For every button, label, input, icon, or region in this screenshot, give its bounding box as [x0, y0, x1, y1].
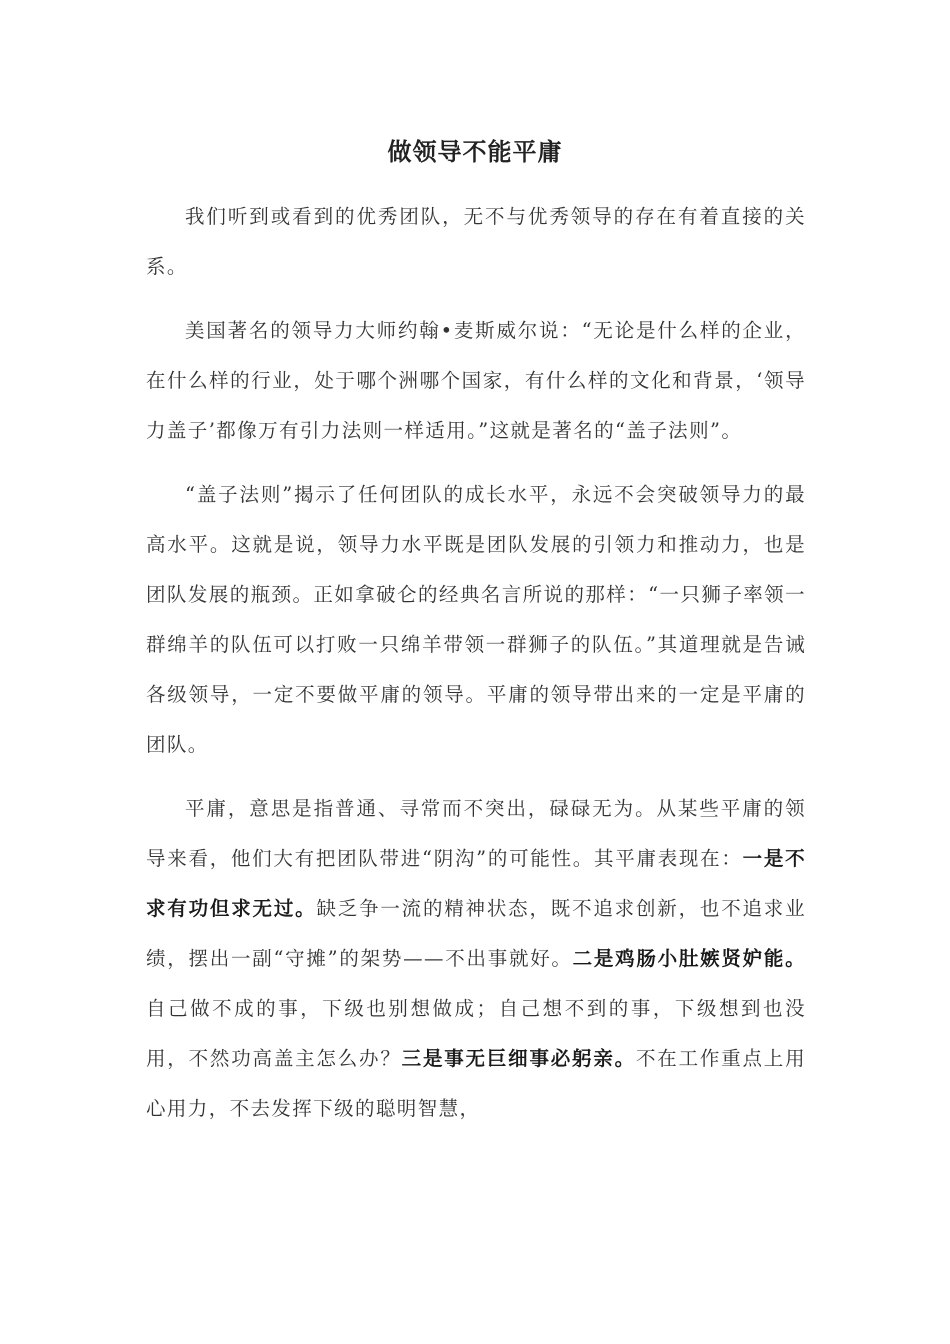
- point-3-heading: 三是事无巨细事必躬亲。: [401, 1047, 636, 1070]
- point-1-text: 缺乏争一流的精神状态，既不追求创新，也不追求业绩，摆出一副“守摊”的架势——不出事就好。: [146, 897, 807, 970]
- paragraph-2: 美国著名的领导力大师约翰•麦斯威尔说：“无论是什么样的企业，在什么样的行业，处于哪个洲哪个国家，有什么样的文化和背景，‘领导力盖子’都像万有引力法则一样适用。”这就是著名的“盖子法则”。: [146, 319, 806, 442]
- paragraph-1: 我们听到或看到的优秀团队，无不与优秀领导的存在有着直接的关系。: [146, 205, 806, 278]
- paragraph-4: [146, 784, 806, 1134]
- paragraph-3: “盖子法则”揭示了任何团队的成长水平，永远不会突破领导力的最高水平。这就是说，领导力水平既是团队发展的引领力和推动力，也是团队发展的瓶颈。正如拿破仑的经典名言所说的那样：“一只狮子率领一群绵羊的队伍可以打败一只绵羊带领一群狮子的队伍。”其道理就是告诫各级领导，一定不要做平庸的领导。平庸的领导带出来的一定是平庸的团队。: [146, 483, 806, 756]
- point-3-text: 不在工作重点上用心用力，不去发挥下级的聪明智慧，: [146, 1047, 807, 1120]
- document-title: 做领导不能平庸: [387, 137, 563, 166]
- point-1-heading: 一是不求有功但求无过。: [146, 847, 807, 920]
- point-2-text: 自己做不成的事，下级也别想做成；自己想不到的事，下级想到也没用，不然功高盖主怎么办？: [146, 997, 806, 1070]
- paragraph-4-intro: 平庸，意思是指普通、寻常而不突出，碌碌无为。从某些平庸的领导来看，他们大有把团队带进“阴沟”的可能性。其平庸表现在：: [146, 797, 806, 870]
- document-body: [146, 192, 806, 1148]
- point-2-heading: 二是鸡肠小肚嫉贤妒能。: [572, 947, 806, 970]
